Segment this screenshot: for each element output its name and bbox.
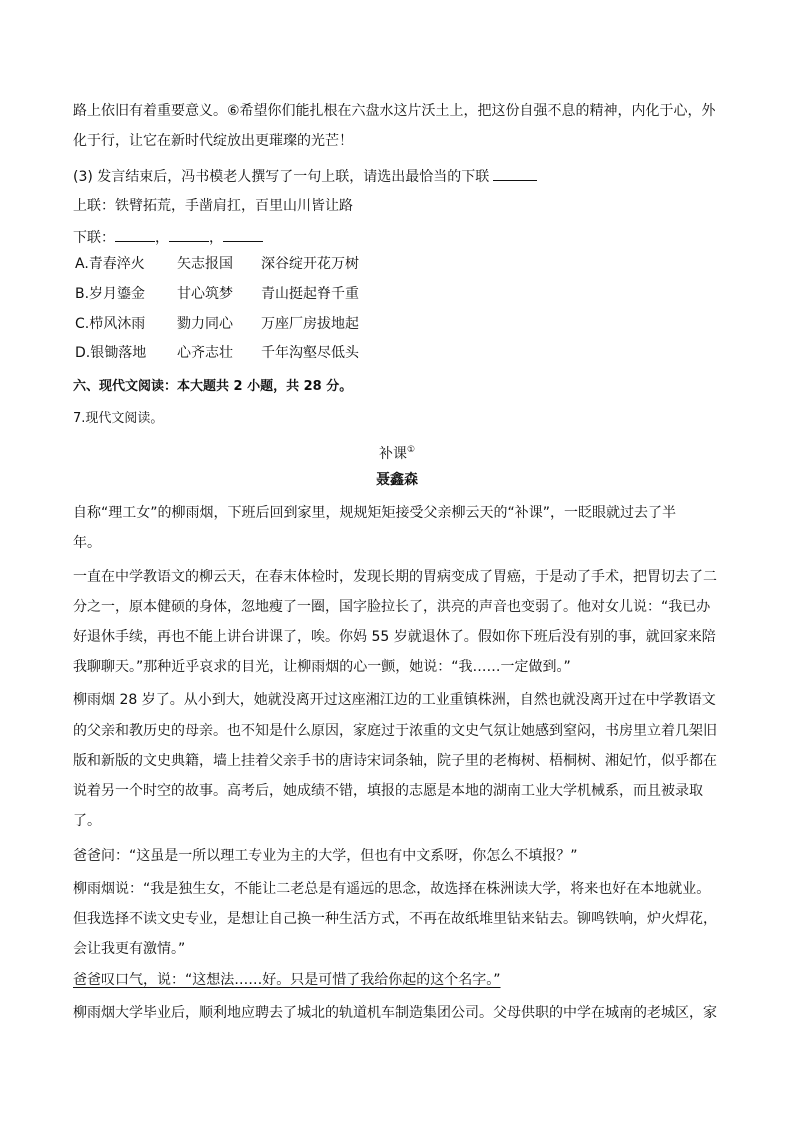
answer-blank xyxy=(493,166,537,181)
article-line: 一直在中学教语文的柳云天，在春末体检时，发现长期的胃病变成了胃癌，于是动了手术，把胃切去了二 xyxy=(73,569,717,585)
lower-couplet-blank-1 xyxy=(115,227,155,242)
article-line xyxy=(73,970,723,990)
couplet-separator: ， xyxy=(155,230,169,246)
lower-couplet-label: 下联： xyxy=(73,230,115,246)
article-line: 的父亲和教历史的母亲。也不知是什么原因，家庭过于浓重的文史气氛让她感到窒闷，书房里立着几架旧 xyxy=(73,723,717,739)
option-d-part-1: D.银锄落地 xyxy=(75,345,147,361)
option-d-part-2: 心齐志壮 xyxy=(177,345,233,361)
article-author: 聂鑫森 xyxy=(376,472,418,488)
option-a-part-3: 深谷绽开花万树 xyxy=(261,256,359,272)
article-line: 柳雨烟说：“我是独生女，不能让二老总是有遥远的思念，故选择在株洲读大学，将来也好在本地就业。 xyxy=(73,881,711,897)
upper-couplet: 上联：铁臂拓荒，手凿肩扛，百里山川皆让路 xyxy=(73,198,353,214)
continuation-line-2: 化于行，让它在新时代绽放出更璀璨的光芒！ xyxy=(73,133,353,149)
article-line: 版和新版的文史典籍，墙上挂着父亲手书的唐诗宋词条轴，院子里的老梅树、梧桐树、湘妃竹，似乎都在 xyxy=(73,753,717,769)
article-line: 柳雨烟 28 岁了。从小到大，她就没离开过这座湘江边的工业重镇株洲，自然也就没离开过在中学教语文 xyxy=(73,692,716,708)
question-3-prompt-text: (3) 发言结束后，冯书模老人撰写了一句上联，请选出最恰当的下联 xyxy=(73,169,490,185)
article-title xyxy=(0,440,794,464)
article-title-text: 补课 xyxy=(378,446,407,462)
article-line: 我聊聊天。”那种近乎哀求的目光，让柳雨烟的心一颤，她说：“我……一定做到。” xyxy=(73,659,571,675)
article-line: 柳雨烟大学毕业后，顺利地应聘去了城北的轨道机车制造集团公司。父母供职的中学在城南的老城区，家 xyxy=(73,1005,717,1021)
article-line: 会让我更有激情。” xyxy=(73,941,186,957)
article-line: 但我选择不读文史专业，是想让自己换一种生活方式，不再在故纸堆里钻来钻去。铆鸣铁响，炉火焊花， xyxy=(73,911,717,927)
article-line: 说着另一个时空的故事。高考后，她成绩不错，填报的志愿是本地的湖南工业大学机械系，而且被录取 xyxy=(73,783,703,799)
article-line: 自称“理工女”的柳雨烟，下班后回到家里，规规矩矩接受父亲柳云天的“补课”，一眨眼就过去了半 xyxy=(73,505,677,521)
option-c-part-3: 万座厂房拔地起 xyxy=(261,316,359,332)
section-6-item-7: 7.现代文阅读。 xyxy=(73,411,164,426)
article-line: 好退休手续，再也不能上讲台讲课了，唉。你妈 55 岁就退休了。假如你下班后没有别的事，就回家来陪 xyxy=(73,629,716,645)
option-c-part-2: 勠力同心 xyxy=(177,316,233,332)
option-b-part-2: 甘心筑梦 xyxy=(177,286,233,302)
option-a-part-2: 矢志报国 xyxy=(177,256,233,272)
option-b-part-1: B.岁月鎏金 xyxy=(75,286,146,302)
option-c-part-1: C.栉风沐雨 xyxy=(75,316,146,332)
article-line: 分之一，原本健硕的身体，忽地瘦了一圈，国字脸拉长了，洪亮的声音也变弱了。他对女儿说：“我已办 xyxy=(73,599,711,615)
continuation-line-1: 路上依旧有着重要意义。⑥希望你们能扎根在六盘水这片沃土上，把这份自强不息的精神，内化于心，外 xyxy=(73,103,716,119)
question-3-prompt xyxy=(73,166,723,187)
section-6-heading: 六、现代文阅读：本大题共 2 小题，共 28 分。 xyxy=(73,379,353,394)
lower-couplet-blank-3 xyxy=(223,227,263,242)
lower-couplet-blank-2 xyxy=(169,227,209,242)
article-line: 爸爸问：“这虽是一所以理工专业为主的大学，但也有中文系呀，你怎么不填报？” xyxy=(73,848,578,864)
option-b-part-3: 青山挺起脊千重 xyxy=(261,286,359,302)
underlined-sentence: 爸爸叹口气，说：“这想法……好。只是可惜了我给你起的这个名字。” xyxy=(73,972,501,988)
option-d-part-3: 千年沟壑尽低头 xyxy=(261,345,359,361)
option-a-part-1: A.青春淬火 xyxy=(75,256,145,272)
lower-couplet xyxy=(73,227,723,248)
article-line: 年。 xyxy=(73,535,101,551)
article-title-footnote-marker: ① xyxy=(406,445,416,455)
article-line: 了。 xyxy=(73,813,101,829)
couplet-separator: ， xyxy=(209,230,223,246)
